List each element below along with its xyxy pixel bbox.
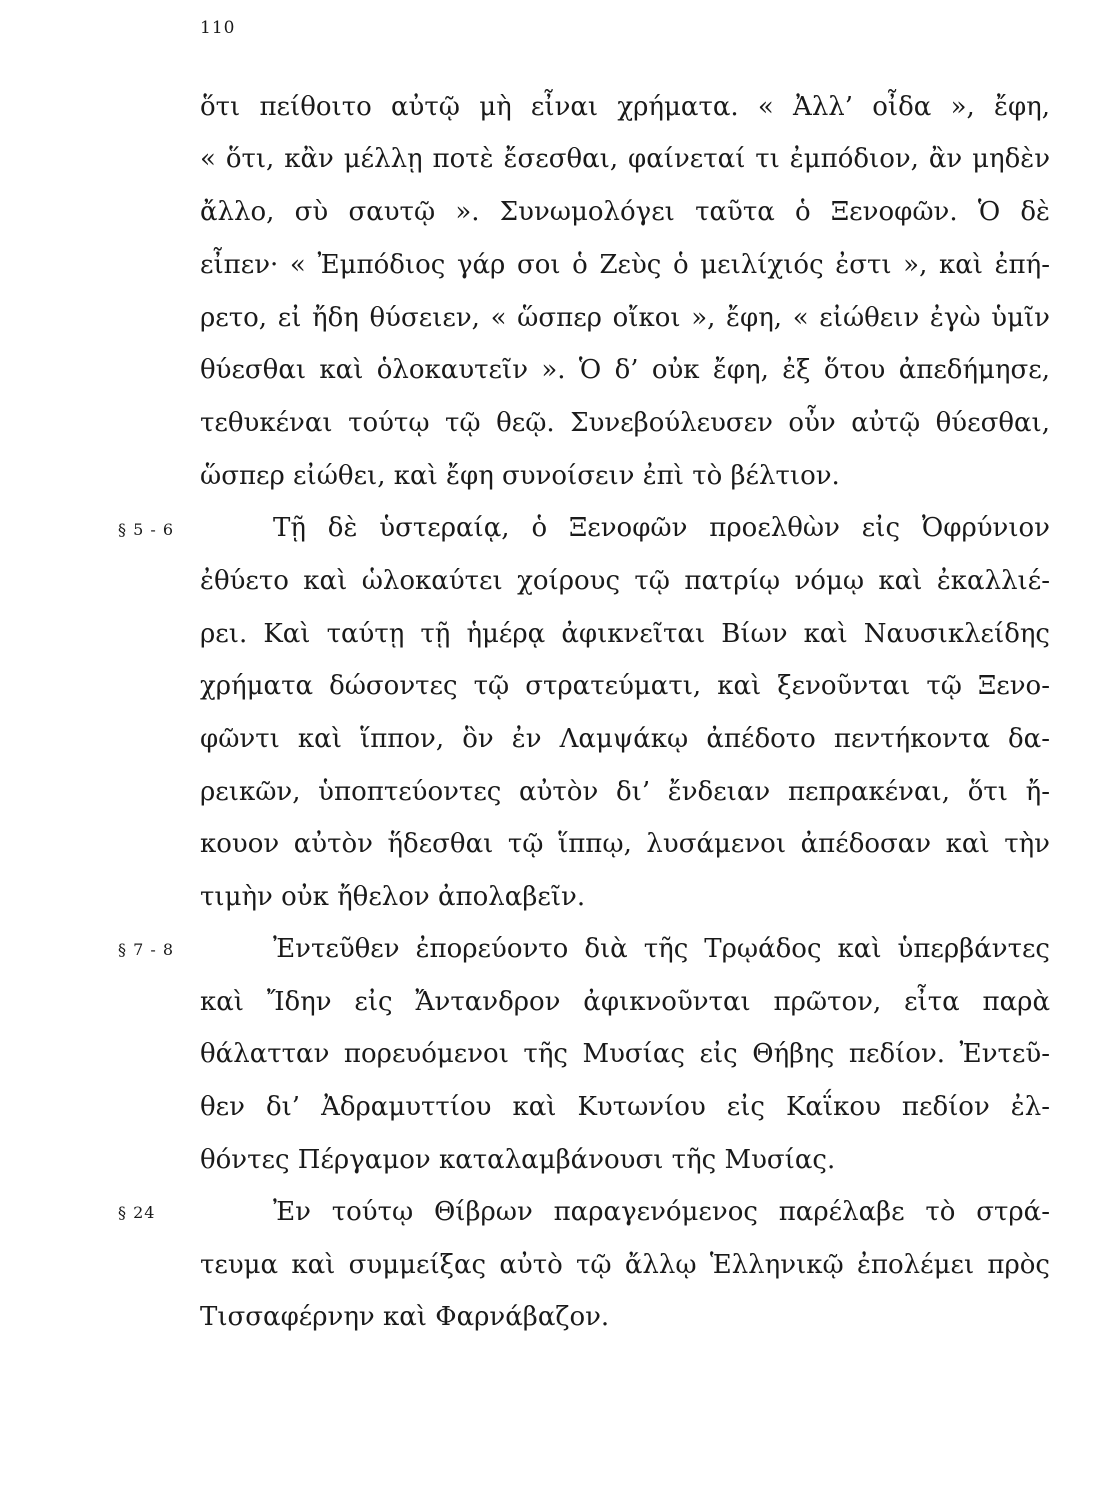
text-line: ρει. Καὶ ταύτῃ τῇ ἡμέρᾳ ἀφικνεῖται Βίων καὶ Ναυσικλείδης: [200, 619, 1050, 649]
section-marker-24: § 24: [118, 1203, 156, 1222]
text-line: εἶπεν· « Ἐμπόδιος γάρ σοι ὁ Ζεὺς ὁ μειλίχιός ἐστι », καὶ ἐπή-: [200, 250, 1050, 280]
text-line: ἐθύετο καὶ ὡλοκαύτει χοίρους τῷ πατρίῳ νόμῳ καὶ ἐκαλλιέ-: [200, 566, 1050, 596]
text-line: τεθυκέναι τούτῳ τῷ θεῷ. Συνεβούλευσεν οὖν αὐτῷ θύεσθαι,: [200, 408, 1050, 438]
text-line: Ἐντεῦθεν ἐπορεύοντο διὰ τῆς Τρῳάδος καὶ ὑπερβάντες: [273, 934, 1050, 964]
text-line: ἄλλο, σὺ σαυτῷ ». Συνωμολόγει ταῦτα ὁ Ξενοφῶν. Ὁ δὲ: [200, 197, 1050, 227]
text-line: θόντες Πέργαμον καταλαμβάνουσι τῆς Μυσίας.: [200, 1145, 836, 1175]
text-line: τιμὴν οὐκ ἤθελον ἀπολαβεῖν.: [200, 882, 586, 912]
text-line: Τῇ δὲ ὑστεραίᾳ, ὁ Ξενοφῶν προελθὼν εἰς Ὀφρύνιον: [273, 513, 1050, 543]
text-line: ὥσπερ εἰώθει, καὶ ἔφη συνοίσειν ἐπὶ τὸ βέλτιον.: [200, 461, 840, 491]
section-marker-5-6: § 5 - 6: [118, 520, 175, 539]
text-line: Ἐν τούτῳ Θίβρων παραγενόμενος παρέλαβε τὸ στρά-: [273, 1197, 1050, 1227]
text-line: τευμα καὶ συμμείξας αὐτὸ τῷ ἄλλῳ Ἑλληνικῷ ἐπολέμει πρὸς: [200, 1250, 1050, 1280]
text-line: καὶ Ἴδην εἰς Ἄντανδρον ἀφικνοῦνται πρῶτον, εἶτα παρὰ: [200, 987, 1050, 1017]
text-line: χρήματα δώσοντες τῷ στρατεύματι, καὶ ξενοῦνται τῷ Ξενο-: [200, 671, 1050, 701]
text-line: ὅτι πείθοιτο αὐτῷ μὴ εἶναι χρήματα. « Ἀλλ’ οἶδα », ἔφη,: [200, 92, 1050, 122]
text-line: φῶντι καὶ ἵππον, ὃν ἐν Λαμψάκῳ ἀπέδοτο πεντήκοντα δα-: [200, 724, 1050, 754]
text-line: κουον αὐτὸν ἥδεσθαι τῷ ἵππῳ, λυσάμενοι ἀπέδοσαν καὶ τὴν: [200, 829, 1050, 859]
section-marker-7-8: § 7 - 8: [118, 940, 175, 959]
text-line: ρετο, εἰ ἤδη θύσειεν, « ὥσπερ οἴκοι », ἔφη, « εἰώθειν ἐγὼ ὑμῖν: [200, 303, 1050, 333]
text-line: ρεικῶν, ὑποπτεύοντες αὐτὸν δι’ ἔνδειαν πεπρακέναι, ὅτι ἤ-: [200, 777, 1050, 807]
text-line: « ὅτι, κἂν μέλλῃ ποτὲ ἔσεσθαι, φαίνεταί τι ἐμπόδιον, ἂν μηδὲν: [200, 144, 1050, 174]
page-number: 110: [200, 18, 236, 38]
text-line: θάλατταν πορευόμενοι τῆς Μυσίας εἰς Θήβης πεδίον. Ἐντεῦ-: [200, 1039, 1050, 1069]
text-line: θύεσθαι καὶ ὁλοκαυτεῖν ». Ὁ δ’ οὐκ ἔφη, ἐξ ὅτου ἀπεδήμησε,: [200, 355, 1050, 385]
text-line: θεν δι’ Ἀδραμυττίου καὶ Κυτωνίου εἰς Καΐκου πεδίον ἐλ-: [200, 1092, 1050, 1122]
text-line: Τισσαφέρνην καὶ Φαρνάβαζον.: [200, 1302, 610, 1332]
